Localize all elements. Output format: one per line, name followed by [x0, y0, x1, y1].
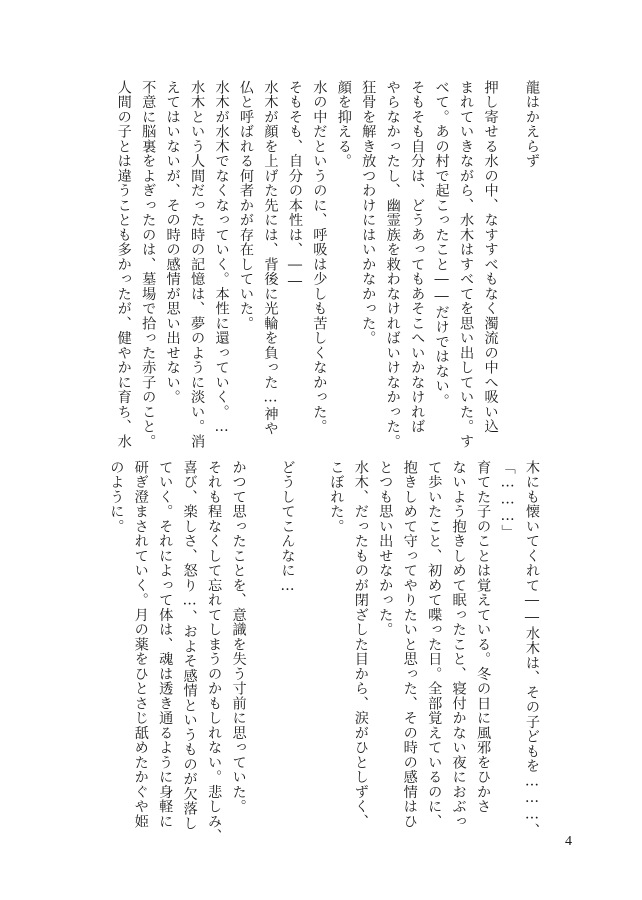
upper-text-block: [115, 80, 544, 452]
text-line: 研ぎ澄まされていく。月の薬をひとさじ舐めたかぐや姫: [132, 460, 149, 829]
text-line: 喜び、楽しさ、怒り…、およそ感情というものが欠落し: [181, 460, 198, 831]
text-line: こぼれた。: [328, 460, 345, 534]
text-line: 狂骨を解き放つわけにはいかなかった。: [360, 80, 377, 346]
text-line: 「………」: [499, 460, 516, 540]
text-line: どうしてこんなに…: [279, 460, 296, 595]
text-line: ていく。それによって体は、魂は透き通るように身軽に: [157, 460, 174, 829]
text-line: のように。: [108, 460, 125, 534]
text-line: とつも思い出せなかった。: [377, 460, 394, 637]
text-line: べて。あの村で起こったこと――だけではない。: [433, 80, 450, 409]
text-line: そもそも、自分の本性は、――: [286, 80, 303, 291]
text-line: まれていきながら、水木はすべてを思い出していた。す: [458, 80, 475, 449]
text-line: えてはいないが、その時の感情が思い出せない。: [164, 80, 181, 405]
text-line: やらなかったし、幽霊族を救わなければいけなかった。: [384, 80, 401, 449]
text-line: 育てた子のことは覚えている。冬の日に風邪をひかさ: [475, 460, 492, 814]
text-line: 水木、だったものが閉ざした目から、涙がひとしずく、: [352, 460, 369, 829]
text-line: そもそも自分は、どうあってもあそこへいかなければ: [409, 80, 426, 434]
text-line: 顔を抑える。: [335, 80, 352, 169]
blank-line: [299, 460, 323, 840]
text-line: 水木が顔を上げた先には、背後に光輪を負った…神や: [262, 80, 279, 436]
text-line: 押し寄せる水の中、なすすべもなく濁流の中へ吸い込: [482, 80, 499, 434]
text-line: ないよう抱きしめて眠ったこと、寝付かない夜におぶっ: [450, 460, 467, 829]
text-line: 水木が水木でなくなっていく。本性に還っていく。…: [213, 80, 230, 436]
chapter-title: 龍はかえらず: [524, 80, 540, 169]
lower-text-block: [108, 460, 544, 844]
text-line: 不意に脳裏をよぎったのは、墓場で拾った赤子のこと。: [140, 80, 157, 449]
text-line: 水の中だというのに、呼吸は少しも苦しくなかった。: [311, 80, 328, 434]
blank-line: [251, 460, 275, 840]
text-line: 人間の子とは違うことも多かったが、健やかに育ち、水: [115, 80, 132, 449]
text-line: かつて思ったことを、意識を失う寸前に思っていた。: [230, 460, 247, 814]
text-line: 木にも懐いてくれて――水木は、その子どもを………、: [524, 460, 540, 838]
page-number: 4: [565, 834, 572, 849]
text-line: 仏と呼ばれる何者かが存在していた。: [238, 80, 255, 331]
text-line: それも程なくして忘れてしまうのかもしれない。悲しみ、: [206, 460, 223, 844]
text-line: 水木という人間だった時の記憶は、夢のように淡い。消: [189, 80, 206, 449]
text-line: 抱きしめて守ってやりたいと思った、その時の感情はひ: [401, 460, 418, 829]
text-line: て歩いたこと、初めて喋った日。全部覚えているのに、: [426, 460, 443, 829]
